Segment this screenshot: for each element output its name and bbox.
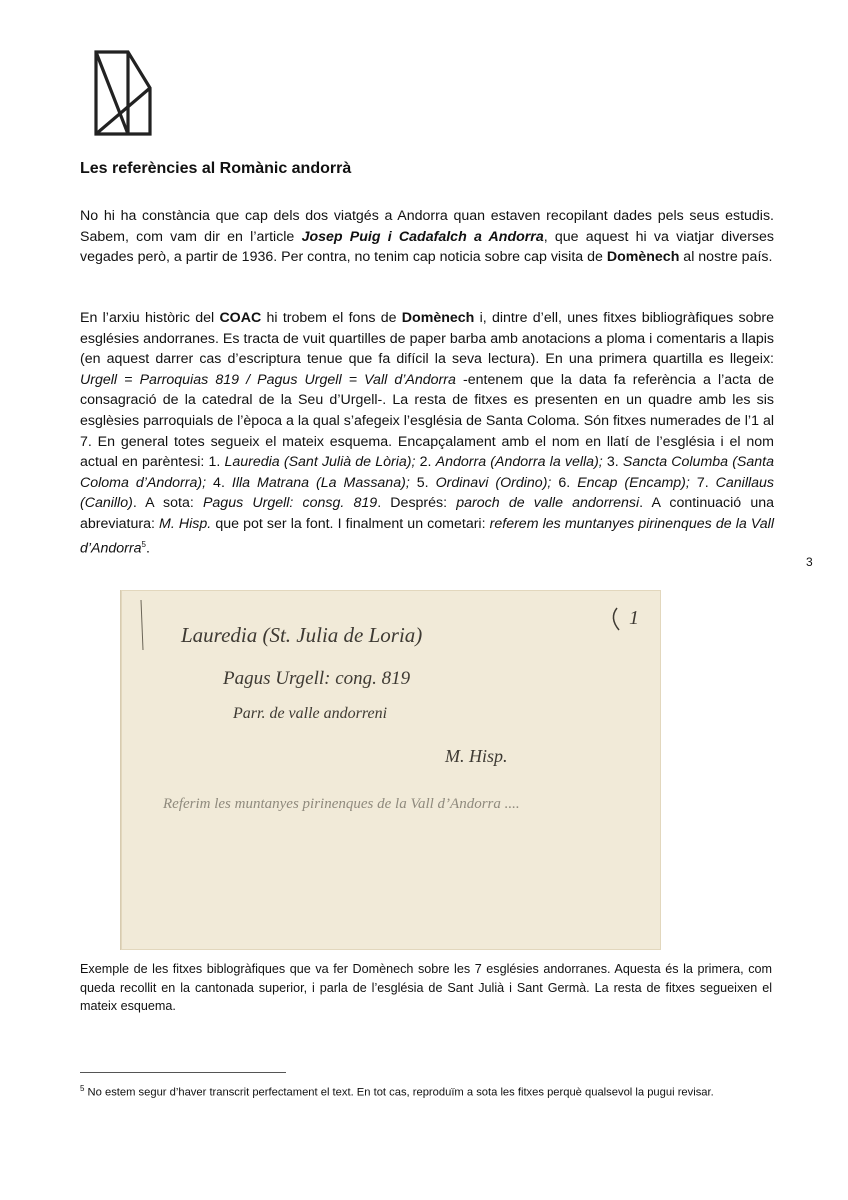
card-number: 1 xyxy=(629,607,639,629)
card-line-1: Lauredia (St. Julia de Loria) xyxy=(181,623,423,647)
card-line-4: M. Hisp. xyxy=(445,746,508,766)
footnote-divider xyxy=(80,1072,286,1073)
card-line-5: Referim les muntanyes pirinenques de la Vall d’Andorra .... xyxy=(163,796,520,812)
footnote: $^5$ No estem segur d’haver transcrit perfectament el text. En tot cas, reproduïm a sota les fitxes perquè qualsevol la pugui revisar. xyxy=(80,1084,714,1099)
article-link: Josep Puig i Cadafalch a Andorra xyxy=(301,228,544,245)
paragraph-archive: En l’arxiu històric del COAC hi trobem el fons de Domènech i, dintre d’ell, unes fitxes bibliogràfiques sobre esglésies andorranes. Es tracta de vuit quartilles de paper barba amb anotacions a ploma i comentaris a llapis (en aquest darrer cas d’escriptura tenue que fa difícil la seva lectura). En una primera quartilla es llegeix: Urgell = Parroquias 819 / Pagus Urgell = Vall d’Andorra -entenem que la data fa referència a l’acta de consagració de la catedral de la Seu d’Urgell-. La resta de fitxes es presenten en un quadre amb les sis esglèsies parroquials de l’època a la qual s’afegeix l’església de Santa Coloma. Són fitxes numerades de l’1 al 7. En general totes segueix el mateix esquema. Encapçalament amb el nom en llatí de l’església i el nom actual en parèntesi: 1. Lauredia (Sant Julià de Lòria); 2. Andorra (Andorra la vella); 3. Sancta Columba (Santa Coloma d’Andorra); 4. Illa Matrana (La Massana); 5. Ordinavi (Ordino); 6. Encap (Encamp); 7. Canillaus (Canillo). A sota: Pagus Urgell: consg. 819. Després: paroch de valle andorrensi. A continuació una abreviatura: M. Hisp. que pot ser la font. I finalment un cometari: referem les muntanyes pirinenques de la Vall d’Andorra$^5$. xyxy=(80,310,775,557)
publisher-logo-icon xyxy=(92,48,154,138)
section-title: Les referències al Romànic andorrà xyxy=(80,160,352,177)
card-line-2: Pagus Urgell: cong. 819 xyxy=(223,668,411,689)
paragraph-intro: No hi ha constància que cap dels dos viatgés a Andorra quan estaven recopilant dades pels seus estudis. Sabem, com vam dir en l’article Josep Puig i Cadafalch a Andorra, que aquest hi va viatjar diverses vegades però, a partir de 1936. Per contra, no tenim cap noticia sobre cap visita de Domènech al nostre país. xyxy=(80,208,774,266)
figure-caption: Exemple de les fitxes biblogràfiques que va fer Domènech sobre les 7 esglésies andorranes. Aquesta és la primera, com queda recollit en la cantonada superior, i parla de l’església de Sant Julià i Sant Germà. La resta de fitxes segueixen el mateix esquema. xyxy=(80,962,772,1014)
footnote-reference[interactable]: 5 xyxy=(141,539,146,549)
card-line-3: Parr. de valle andorreni xyxy=(233,705,388,722)
page-number: 3 xyxy=(806,555,813,569)
footnote-number: 5 xyxy=(80,1084,85,1093)
archive-card-image xyxy=(120,590,661,950)
